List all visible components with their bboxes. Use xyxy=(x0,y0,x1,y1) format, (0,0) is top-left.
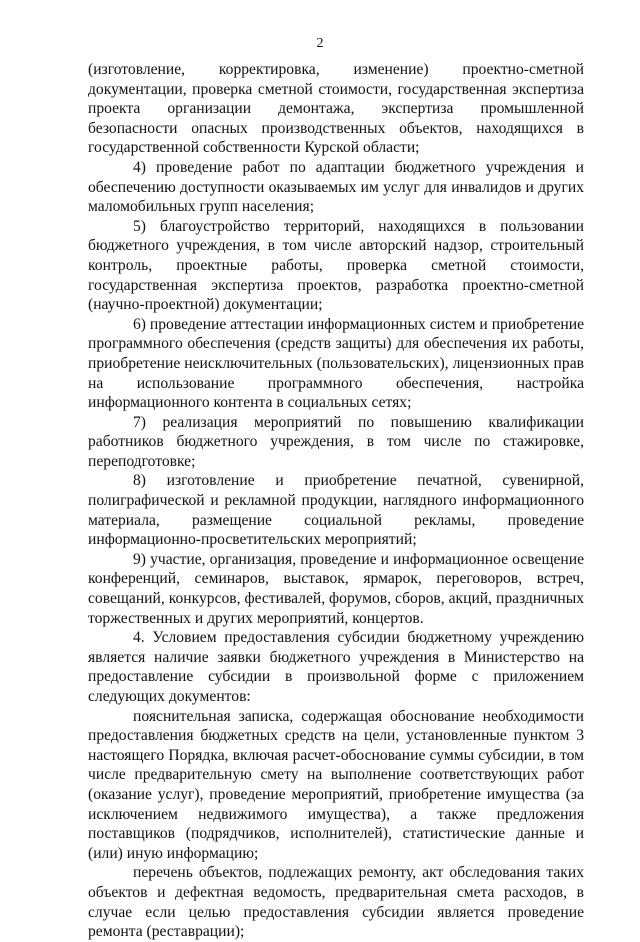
paragraph-explanatory-note: пояснительная записка, содержащая обоснование необходимости предоставления бюджетных средств на цели, установленные пунктом 3 настоящего Порядка, включая расчет-обоснование суммы субсидии, в том числе предварительную смету на выполнение соответствующих работ (оказание услуг), проведение мероприятий, приобретение имущества (за исключением недвижимого имущества), а также предложения поставщиков (подрядчиков, исполнителей), статистические данные и (или) иную информацию; xyxy=(88,707,584,862)
paragraph-item-7: 7) реализация мероприятий по повышению квалификации работников бюджетного учреждения, в том числе по стажировке, переподготовке; xyxy=(88,413,584,470)
paragraph-item-4: 4) проведение работ по адаптации бюджетного учреждения и обеспечению доступности оказываемых им услуг для инвалидов и других маломобильных групп населения; xyxy=(88,158,584,216)
paragraph-item-5: 5) благоустройство территорий, находящихся в пользовании бюджетного учреждения, в том числе авторский надзор, строительный контроль, проектные работы, проверка сметной стоимости, государственная экспертиза проектов, разработка проектно-сметной (научно-проектной) документации; xyxy=(88,217,584,314)
paragraph-continuation: (изготовление, корректировка, изменение) проектно-сметной документации, проверка сметной стоимости, государственная экспертиза проекта организации демонтажа, экспертиза промышленной безопасности опасных производственных объектов, находящихся в государственной собственности Курской области; xyxy=(88,61,584,157)
paragraph-item-8: 8) изготовление и приобретение печатной, сувенирной, полиграфической и рекламной продукции, наглядного информационного материала, размещение социальной рекламы, проведение информационно-просветительских мероприятий; xyxy=(88,472,584,549)
paragraph-objects-list: перечень объектов, подлежащих ремонту, акт обследования таких объектов и дефектная ведомость, предварительная смета расходов, в случае если целью предоставления субсидии является проведение ремонта (реставрации); xyxy=(88,864,584,941)
page-number: 2 xyxy=(316,36,324,51)
paragraph-item-6: 6) проведение аттестации информационных систем и приобретение программного обеспечения (средств защиты) для обеспечения их работы, приобретение неисключительных (пользовательских), лицензионных прав на использование программного обеспечения, настройка информационного контента в социальных сетях; xyxy=(88,315,584,412)
document-body xyxy=(88,60,584,942)
paragraph-section-4: 4. Условием предоставления субсидии бюджетному учреждению является наличие заявки бюджетного учреждения в Министерство на предоставление субсидии в произвольной форме с приложением следующих документов: xyxy=(88,629,584,705)
paragraph-item-9: 9) участие, организация, проведение и информационное освещение конференций, семинаров, выставок, ярмарок, переговоров, встреч, совещаний, конкурсов, фестивалей, форумов, сборов, акций, праздничных торжественных и других мероприятий, концертов. xyxy=(88,550,584,627)
